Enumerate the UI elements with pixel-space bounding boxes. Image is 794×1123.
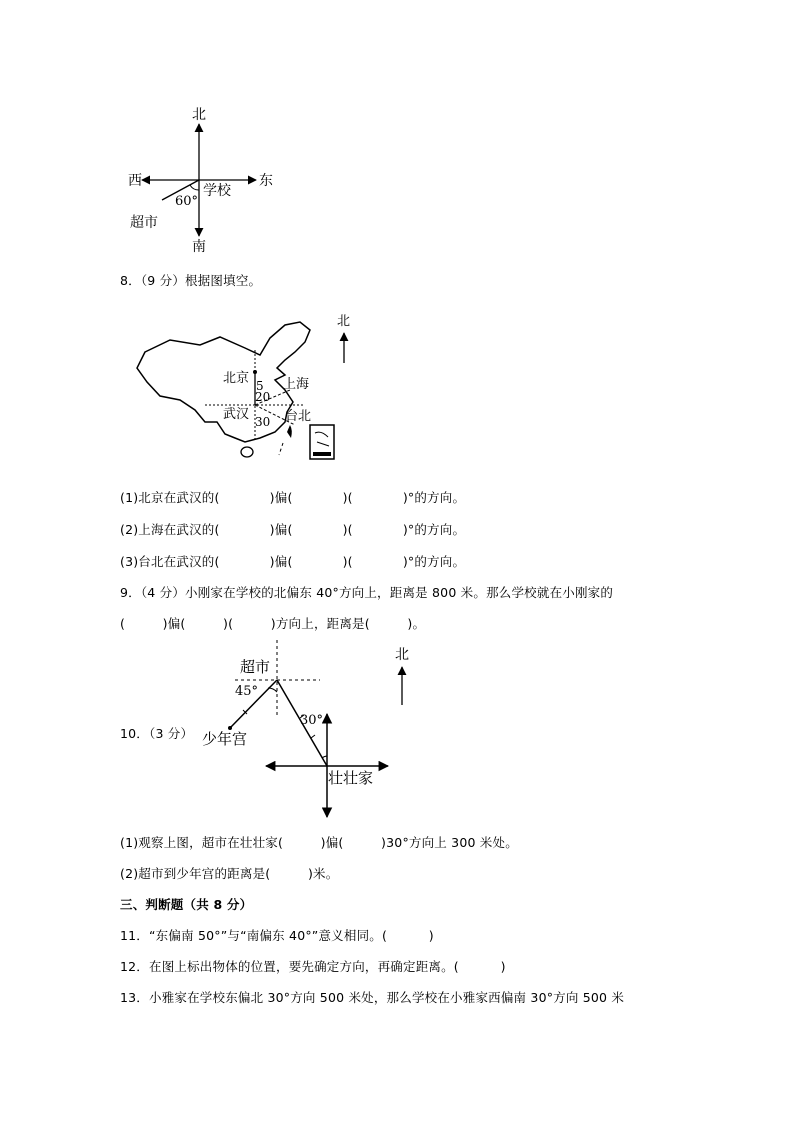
shanghai-label: 上海 [283,377,310,392]
angle-30-label: 30 [255,415,271,429]
beijing-label: 北京 [223,371,250,386]
school-compass-figure [120,100,280,260]
wuhan-label: 武汉 [223,407,250,422]
q10-line-2: (2)超市到少年宫的距离是( )米。 [120,866,339,881]
supermarket-label-2: 超市 [240,658,271,676]
angle-30-fig-label: 30° [300,713,324,728]
angle-45-label: 45° [235,684,259,699]
east-label: 东 [259,173,273,189]
palace-label: 少年宫 [202,730,248,748]
map-north-label: 北 [337,314,351,329]
q10-header: 10．（3 分） [120,726,194,741]
angle-20-label: 20 [255,390,271,404]
q9-line-2: ( )偏( )( )方向上，距离是( )。 [120,616,426,631]
section-3-title: 三、判断题（共 8 分） [120,897,253,912]
q11-text: 11．“东偏南 50°”与“南偏东 40°”意义相同。( ) [120,928,434,943]
q10-north-indicator [392,645,414,707]
china-map-figure [125,310,360,470]
north-label: 北 [192,107,206,123]
school-label: 学校 [203,183,231,199]
q10-north-label: 北 [395,647,409,663]
q8-line-1: (1)北京在武汉的( )偏( )( )°的方向。 [120,490,466,505]
taibei-label: 台北 [285,409,312,424]
q12-text: 12．在图上标出物体的位置，要先确定方向，再确定距离。( ) [120,959,506,974]
angle-5-label: 5 [256,379,264,393]
q8-line-2: (2)上海在武汉的( )偏( )( )°的方向。 [120,522,466,537]
q8-header: 8．（9 分）根据图填空。 [120,273,262,288]
supermarket-label: 超市 [130,215,158,231]
angle-label: 60° [175,194,199,209]
south-label: 南 [192,239,206,255]
west-label: 西 [128,173,142,189]
q9-line-1: 9．（4 分）小刚家在学校的北偏东 40°方向上，距离是 800 米。那么学校就在小刚家的 [120,585,614,600]
map-north-indicator [335,313,355,365]
q8-line-3: (3)台北在武汉的( )偏( )( )°的方向。 [120,554,466,569]
q13-text: 13．小雅家在学校东偏北 30°方向 500 米处，那么学校在小雅家西偏南 30°方向 500 米 [120,990,625,1005]
home-label: 壮壮家 [328,769,374,787]
q10-line-1: (1)观察上图，超市在壮壮家( )偏( )30°方向上 300 米处。 [120,835,518,850]
